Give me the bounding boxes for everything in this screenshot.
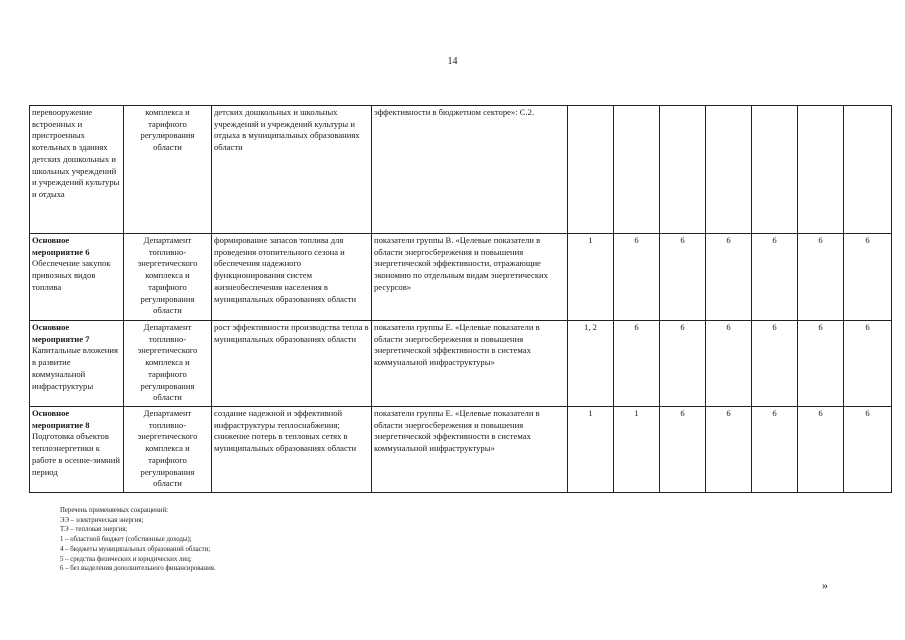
event-title: Основное [32, 322, 70, 332]
indicators-cell: показатели группы Е. «Целевые показатели в области энергосбережения и повышения энергетической эффективности в системах коммунальной инфраструктуры» [372, 321, 568, 407]
value-cell: 6 [706, 234, 752, 321]
responsible-cell: Департамент топливно-энергетического комплекса и тарифного регулирования области [124, 407, 212, 493]
value-cell: 6 [614, 234, 660, 321]
footnote-line: ЭЭ – электрическая энергия; [60, 516, 144, 524]
value-cell: 6 [660, 321, 706, 407]
value-cell: 6 [660, 407, 706, 493]
page-number: 14 [447, 56, 458, 67]
footnote-line: 5 – средства физических и юридических лиц; [60, 555, 192, 563]
abbreviations-list [60, 506, 216, 574]
event-desc: перевооружение встроенных и пристроенных котельных в зданиях детских дошкольных и школьных учреждений и учреждений культуры и отдыха [32, 107, 120, 199]
table-row [30, 234, 892, 321]
indicators-cell: эффективности в бюджетном секторе»: С.2. [372, 106, 568, 234]
result-cell: рост эффективности производства тепла в муниципальных образованиях области [212, 321, 372, 407]
result-cell: создание надежной и эффективной инфраструктуры теплоснабжения; снижение потерь в тепловых сетях в муниципальных образованиях области [212, 407, 372, 493]
event-cell [30, 106, 124, 234]
responsible-cell: Департамент топливно-энергетического комплекса и тарифного регулирования области [124, 234, 212, 321]
value-cell: 6 [706, 407, 752, 493]
value-cell: 1 [568, 407, 614, 493]
event-name: мероприятие 8 [32, 419, 90, 430]
value-cell [798, 106, 844, 234]
value-cell [660, 106, 706, 234]
responsible-cell: Департамент топливно-энергетического комплекса и тарифного регулирования области [124, 321, 212, 407]
value-cell: 1 [568, 234, 614, 321]
table-row [30, 321, 892, 407]
value-cell [752, 106, 798, 234]
value-cell: 6 [752, 321, 798, 407]
closing-quote: » [822, 578, 828, 592]
event-title: Основное [32, 235, 70, 245]
footnote-line: Перечень применяемых сокращений: [60, 507, 168, 514]
value-cell: 1, 2 [568, 321, 614, 407]
footnote-line: ТЭ – тепловая энергия; [60, 526, 128, 534]
table-row [30, 106, 892, 234]
result-cell: детских дошкольных и школьных учреждений и учреждений культуры и отдыха в муниципальных образованиях области [212, 106, 372, 234]
footnote-line: 6 – без выделения дополнительного финансирования. [60, 565, 216, 573]
value-cell: 6 [798, 234, 844, 321]
responsible-cell: комплекса и тарифного регулирования области [124, 106, 212, 234]
event-cell [30, 234, 124, 321]
value-cell: 1 [614, 407, 660, 493]
value-cell: 6 [752, 234, 798, 321]
event-cell [30, 321, 124, 407]
value-cell [706, 106, 752, 234]
result-cell: формирование запасов топлива для проведения отопительного сезона и обеспечения надежного функционирования систем жизнеобеспечения населения в муниципальных образованиях области [212, 234, 372, 321]
event-name: мероприятие 6 [32, 246, 90, 257]
event-desc: Капитальные вложения в развитие коммунальной инфраструктуры [32, 345, 118, 391]
event-cell [30, 407, 124, 493]
value-cell: 6 [706, 321, 752, 407]
value-cell: 6 [844, 234, 892, 321]
indicators-cell: показатели группы Е. «Целевые показатели в области энергосбережения и повышения энергетической эффективности в системах коммунальной инфраструктуры» [372, 407, 568, 493]
value-cell: 6 [752, 407, 798, 493]
value-cell: 6 [844, 407, 892, 493]
event-name: мероприятие 7 [32, 333, 90, 344]
value-cell [614, 106, 660, 234]
table-row [30, 407, 892, 493]
value-cell: 6 [614, 321, 660, 407]
indicators-cell: показатели группы В. «Целевые показатели в области энергосбережения и повышения энергетической эффективности, отражающие экономию по отдельным видам энергетических ресурсов» [372, 234, 568, 321]
measures-table [29, 105, 892, 493]
value-cell [568, 106, 614, 234]
value-cell: 6 [844, 321, 892, 407]
footnote-line: 4 – бюджеты муниципальных образований области; [60, 545, 211, 553]
footnote-line: 1 – областной бюджет (собственные доходы); [60, 536, 192, 544]
value-cell: 6 [798, 321, 844, 407]
value-cell: 6 [660, 234, 706, 321]
value-cell [844, 106, 892, 234]
value-cell: 6 [798, 407, 844, 493]
event-desc: Обеспечение закупок привозных видов топлива [32, 258, 111, 292]
event-desc: Подготовка объектов теплоэнергетики к работе в осенне-зимний период [32, 431, 120, 477]
event-title: Основное [32, 408, 70, 418]
